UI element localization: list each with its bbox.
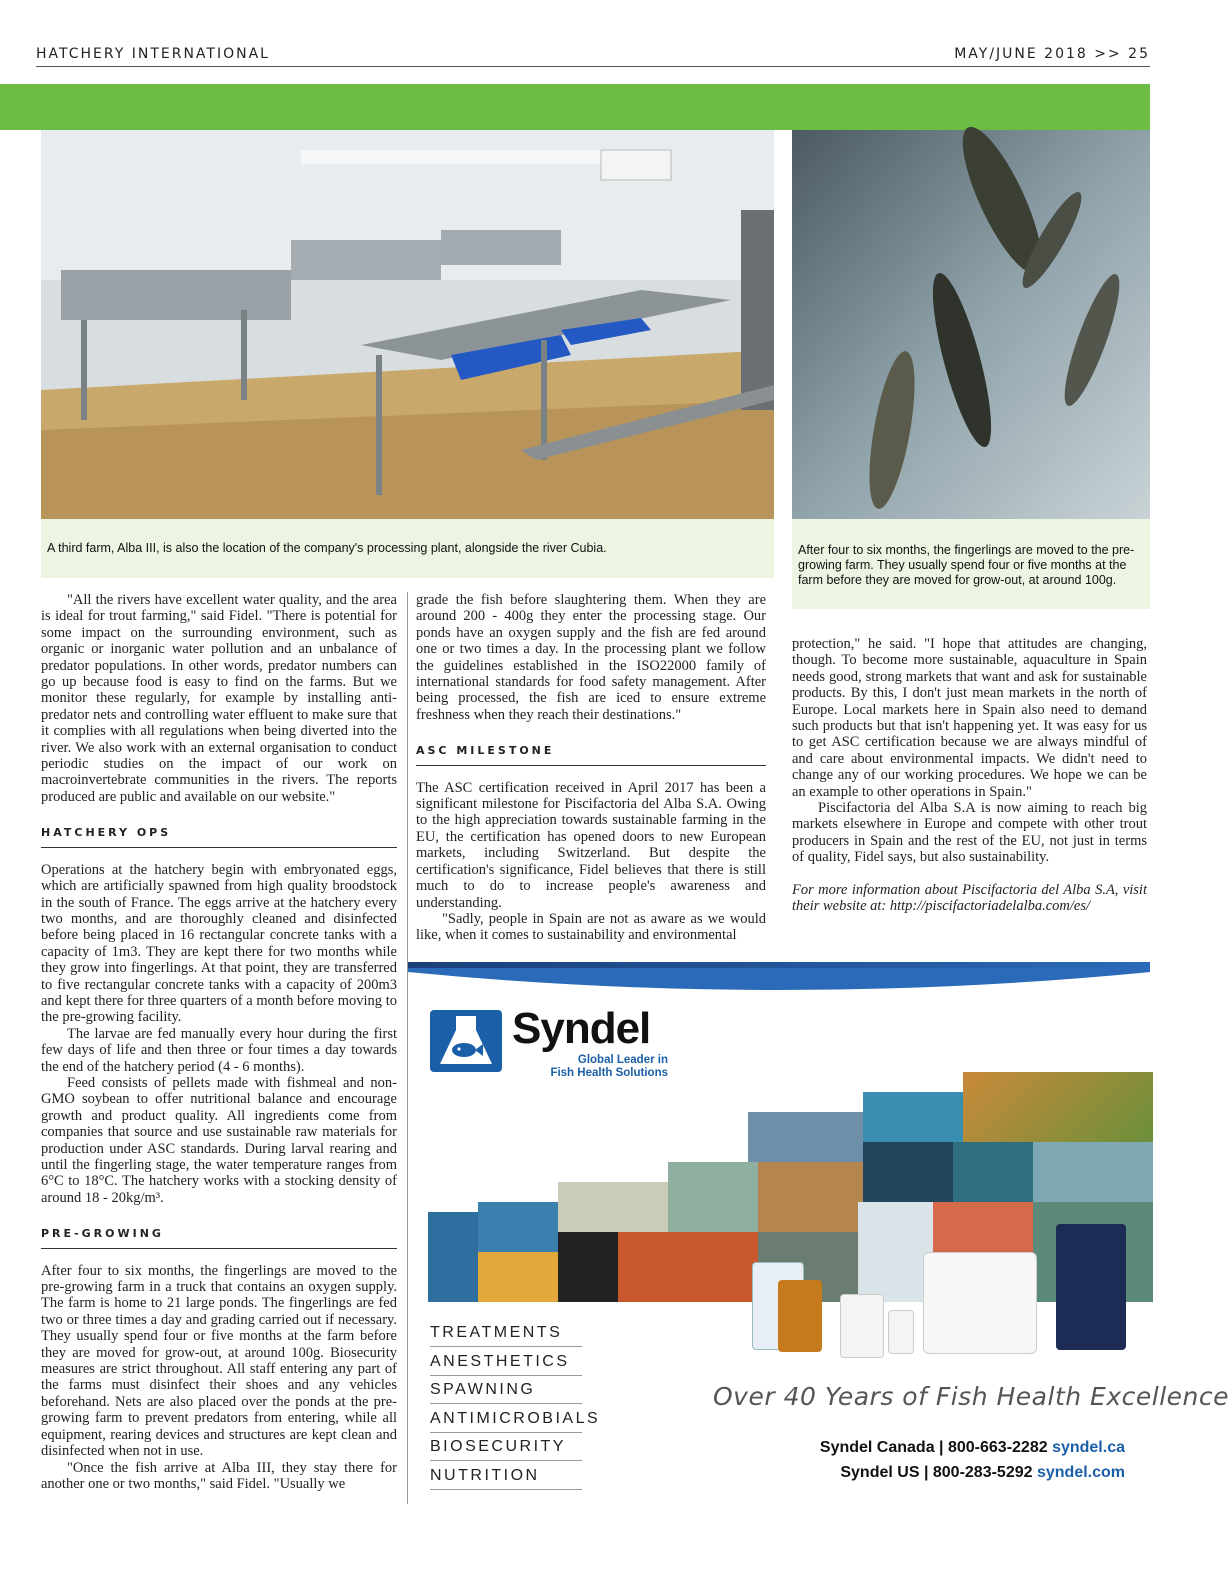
article-paragraph: Piscifactoria del Alba S.A is now aiming to reach big markets elsewhere in Europe and compete with other trout producers in Spain and the rest of the EU, not just in terms of quality, Fidel says, but also sustainability. — [792, 800, 1147, 866]
mosaic-tile — [858, 1202, 933, 1302]
article-column-2 — [416, 592, 766, 944]
fingerlings-photo — [792, 130, 1150, 519]
mosaic-tile — [863, 1092, 963, 1142]
syndel-logo-icon — [430, 1010, 502, 1072]
mosaic-tile — [963, 1072, 1153, 1142]
mosaic-tile — [558, 1182, 668, 1232]
small-bottle-product — [840, 1294, 884, 1358]
article-column-1 — [41, 592, 397, 1492]
article-paragraph: protection," he said. "I hope that attitudes are changing, though. To become more sustainable, aquaculture in Spain needs good, strong markets that want and ask for sustainable products. By this, I don't just mean markets in the north of Europe. Local markets here in Spain also need to demand such products but that isn't happening yet. It was easy for us to get ASC certification because we are always mindful of and care about environmental impacts. We didn't need to change any of our working procedures. We hope we can be an example to other operations in Spain." — [792, 636, 1147, 800]
contact-canada-label: Syndel Canada — [819, 1439, 935, 1456]
article-column-3 — [792, 636, 1147, 915]
contact-us: Syndel US | 800-283-5292 syndel.com — [840, 1464, 1125, 1481]
contact-canada-phone: 800-663-2282 — [947, 1439, 1048, 1456]
service-item: ANESTHETICS — [430, 1349, 582, 1376]
contact-canada-website-link[interactable]: syndel.ca — [1052, 1439, 1125, 1456]
syndel-tagline-line-1: Global Leader in — [577, 1054, 668, 1066]
service-item: BIOSECURITY — [430, 1434, 582, 1461]
service-item: TREATMENTS — [430, 1320, 582, 1347]
halamid-tub-product — [923, 1252, 1037, 1354]
contact-us-phone: 800-283-5292 — [932, 1464, 1033, 1481]
publication-name: HATCHERY INTERNATIONAL — [36, 46, 270, 62]
processing-plant-caption: A third farm, Alba III, is also the location of the company's processing plant, alongside the river Cubia. — [47, 541, 607, 555]
section-heading-hatchery-ops: HATCHERY OPS — [41, 825, 397, 847]
article-paragraph: "Once the fish arrive at Alba III, they stay there for another one or two months," said Fidel. "Usually we — [41, 1459, 397, 1492]
fingerlings-caption-box — [792, 519, 1150, 609]
ovaprim-bottle-product — [778, 1280, 822, 1352]
syndel-tagline-line-2: Fish Health Solutions — [550, 1067, 668, 1079]
service-item: ANTIMICROBIALS — [430, 1406, 582, 1433]
processing-plant-photo — [41, 130, 774, 519]
mosaic-tile — [953, 1142, 1033, 1202]
mosaic-tile — [748, 1112, 863, 1162]
service-item: NUTRITION — [430, 1463, 582, 1490]
mosaic-tile — [668, 1162, 758, 1232]
article-paragraph: Operations at the hatchery begin with embryonated eggs, which are artificially spawned from high quality broodstock in the south of France. The eggs arrive at the hatchery every two months, and are thoroughly cleaned and disinfected before being placed in 16 rectangular concrete tanks with a capacity of 1m3. They are kept there for two months while they grow into fingerlings. At that point, they are transferred to five rectangular concrete tanks with a capacity of 200m3 and kept there for three quarters of a month before moving to the pre-growing facility. — [41, 861, 397, 1026]
mosaic-tile — [478, 1202, 558, 1252]
article-paragraph: After four to six months, the fingerlings are moved to the pre-growing farm in a truck that contains an oxygen supply. The farm is home to 21 large ponds. The fingerlings are fed two or three times a day and grading carried out if necessary. They usually spend four or five months at the farm before they are moved for grow-out, at around 100g. Biosecurity measures are strict throughout. All staff entering any part of the farms must disinfect their shoes and any vehicles beforehand. Nets are also placed over the ponds at the pre-growing farm to prevent predators from entering, while all equipment, rearing devices and structures are kept clean and disinfected when not in use. — [41, 1262, 397, 1460]
mosaic-tile — [1033, 1142, 1153, 1202]
syndel-brand-name: Syndel — [512, 1004, 651, 1053]
article-paragraph: The larvae are fed manually every hour during the first few days of life and then three or four times a day towards the end of the hatchery period (4 - 6 months). — [41, 1025, 397, 1075]
contact-us-label: Syndel US — [840, 1464, 920, 1481]
fingerlings-caption: After four to six months, the fingerlings are moved to the pre-growing farm. They usually spend four or five months at the farm before they are moved for grow-out, at around 100g. — [798, 543, 1135, 587]
article-paragraph: The ASC certification received in April 2017 has been a significant milestone for Piscifactoria del Alba S.A. Owing to the high appreciation towards sustainable farming in the EU, the certification has opened doors to new European markets, including Switzerland. But despite the certification's significance, Fidel believes that there is still much to do to increase people's awareness and understanding. — [416, 779, 766, 911]
running-header — [36, 44, 1150, 67]
article-paragraph: "All the rivers have excellent water quality, and the area is ideal for trout farming," said Fidel. "There is potential for some impact on the surrounding environment, such as organic or inorganic water pollution and an unbalance of predator populations. In other words, predator numbers can go up because food is easy to find on the farms. But we monitor these regularly, for example by installing anti-predator nets and controlling water effluent to make sure that it complies with all regulations when being diverted into the river. We also work with an external organisation to conduct periodic studies on the impact of our work on macroinvertebrate communities in the rivers. The reports produced are public and available on our website." — [41, 592, 397, 805]
mosaic-tile — [428, 1212, 478, 1302]
issue-page-number: MAY/JUNE 2018 >> 25 — [954, 46, 1150, 62]
mosaic-tile — [558, 1232, 618, 1302]
mosaic-tile — [758, 1162, 863, 1232]
green-banner — [0, 84, 1150, 130]
small-bottle-product — [888, 1310, 914, 1354]
more-info-note: For more information about Piscifactoria del Alba S.A, visit their website at: http://piscifactoriadelalba.com/es/ — [792, 881, 1147, 915]
ad-swoosh — [408, 968, 1150, 1002]
section-heading-asc-milestone: ASC MILESTONE — [416, 743, 766, 765]
ad-slogan: Over 40 Years of Fish Health Excellence — [713, 1382, 1229, 1411]
syndel-advertisement — [408, 962, 1229, 1512]
contact-us-website-link[interactable]: syndel.com — [1036, 1464, 1125, 1481]
services-list — [430, 1320, 601, 1491]
section-heading-pre-growing: PRE-GROWING — [41, 1226, 397, 1248]
service-item: SPAWNING — [430, 1377, 582, 1404]
contact-canada: Syndel Canada | 800-663-2282 syndel.ca — [819, 1439, 1125, 1456]
ovadine-jug-product — [1056, 1224, 1126, 1350]
article-paragraph: Feed consists of pellets made with fishmeal and non-GMO soybean to offer nutritional balance and encourage growth and product quality. All ingredients come from companies that source and use sustainable raw materials for production under ASC standards. During larval rearing and until the fingerling stage, the water temperature ranges from 6°C to 18°C. The hatchery works with a stocking density of around 18 - 20kg/m³. — [41, 1074, 397, 1206]
mosaic-tile — [863, 1142, 953, 1202]
article-paragraph: grade the fish before slaughtering them. When they are around 200 - 400g they enter the processing stage. Our ponds have an oxygen supply and the fish are fed around one or two times a day. In the processing plant we follow the guidelines established in the ISO22000 family of international standards for food safety management. After being processed, the fish are iced to ensure extreme freshness when they reach their destinations." — [416, 592, 766, 723]
article-paragraph: "Sadly, people in Spain are not as aware as we would like, when it comes to sustainability and environmental — [416, 910, 766, 944]
processing-plant-caption-box — [41, 519, 774, 578]
mosaic-tile — [618, 1232, 758, 1302]
mosaic-tile — [478, 1252, 558, 1302]
